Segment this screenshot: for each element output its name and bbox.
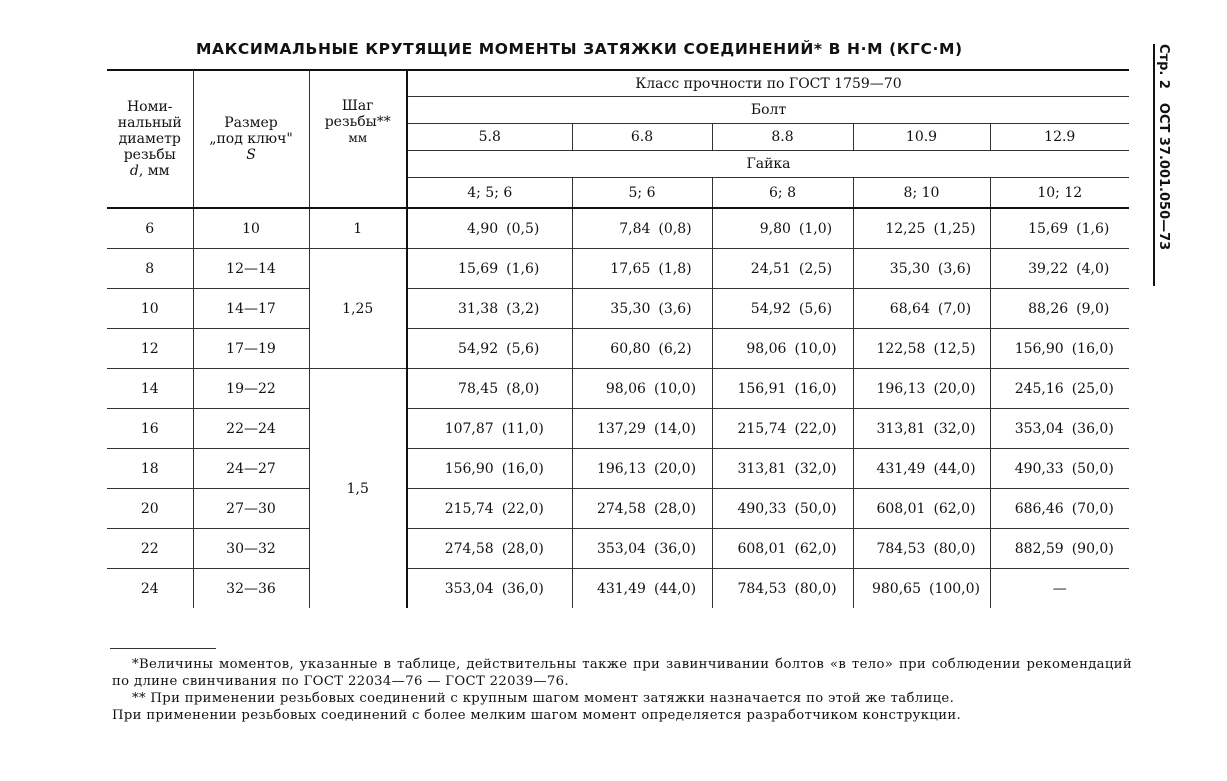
- header-nut: Гайка: [407, 151, 1129, 178]
- torque-kgfm: (28,0): [653, 500, 697, 517]
- cell-wrench-size: 27—30: [193, 489, 309, 529]
- header-wrench-line: „под ключ": [209, 131, 293, 147]
- cell-wrench-size: 10: [193, 208, 309, 249]
- header-diameter-line: d, мм: [129, 163, 170, 179]
- footnotes: [112, 656, 1132, 724]
- cell-torque: [853, 569, 990, 609]
- cell-torque: [712, 249, 853, 289]
- cell-torque: [712, 369, 853, 409]
- cell-torque: [407, 569, 572, 609]
- table-row: [107, 249, 1129, 289]
- header-wrench-line: Размер: [224, 115, 278, 131]
- torque-nm: 196,13: [876, 380, 926, 397]
- cell-torque: [572, 289, 712, 329]
- header-pitch-line: резьбы**: [324, 114, 391, 130]
- header-diameter-line: Номи-: [126, 99, 173, 115]
- torque-kgfm: (1,6): [1076, 220, 1110, 237]
- table-body: [107, 208, 1129, 608]
- torque-kgfm: (16,0): [501, 460, 544, 477]
- torque-nm: 784,53: [737, 580, 787, 597]
- cell-torque: [712, 489, 853, 529]
- footnote-divider: [110, 648, 216, 649]
- cell-torque: [853, 369, 990, 409]
- cell-torque: [990, 529, 1129, 569]
- header-wrench-size: [193, 70, 309, 208]
- cell-torque: [990, 449, 1129, 489]
- torque-nm: 196,13: [596, 460, 646, 477]
- cell-torque: [407, 489, 572, 529]
- torque-kgfm: (1,0): [798, 220, 833, 237]
- torque-kgfm: (10,0): [653, 380, 697, 397]
- cell-torque: [853, 249, 990, 289]
- table-row: [107, 329, 1129, 369]
- torque-kgfm: (22,0): [794, 420, 837, 437]
- side-standard-code: ОСТ 37.001.050—73: [1156, 102, 1172, 251]
- torque-nm: 608,01: [876, 500, 926, 517]
- torque-nm: 313,81: [737, 460, 787, 477]
- torque-kgfm: (8,0): [506, 380, 540, 397]
- bolt-class: 8.8: [712, 124, 853, 151]
- cell-diameter: 14: [107, 369, 193, 409]
- cell-torque: [572, 369, 712, 409]
- bolt-class: 6.8: [572, 124, 712, 151]
- cell-wrench-size: 14—17: [193, 289, 309, 329]
- torque-nm: 24,51: [750, 260, 791, 277]
- cell-diameter: 10: [107, 289, 193, 329]
- torque-nm: 39,22: [1028, 260, 1069, 277]
- cell-torque: [572, 208, 712, 249]
- torque-nm: 4,90: [466, 220, 499, 237]
- torque-kgfm: (3,6): [658, 300, 692, 317]
- side-header: [1152, 44, 1176, 294]
- cell-wrench-size: 19—22: [193, 369, 309, 409]
- torque-kgfm: (36,0): [1071, 420, 1114, 437]
- torque-nm: 68,64: [889, 300, 930, 317]
- bolt-class: 5.8: [407, 124, 572, 151]
- torque-nm: 9,80: [759, 220, 791, 237]
- torque-kgfm: (32,0): [794, 460, 837, 477]
- torque-kgfm: (36,0): [501, 580, 544, 597]
- cell-torque: [712, 449, 853, 489]
- torque-kgfm: (44,0): [653, 580, 697, 597]
- torque-nm: 156,90: [444, 460, 494, 477]
- header-pitch-line: мм: [348, 131, 368, 145]
- torque-kgfm: (3,2): [506, 300, 540, 317]
- footnote-1: *Величины моментов, указанные в таблице, действительны также при завинчивании болтов «в тело» при соблюдении рекомендаций по длине свинчивания по ГОСТ 22034—76 — ГОСТ 22039—76.: [112, 657, 1132, 689]
- torque-nm: 353,04: [444, 580, 494, 597]
- torque-nm: 12,25: [885, 220, 926, 237]
- header-diameter-line: диаметр: [118, 131, 181, 147]
- table-row: [107, 289, 1129, 329]
- cell-torque: [712, 529, 853, 569]
- torque-kgfm: (20,0): [933, 380, 976, 397]
- torque-kgfm: (50,0): [1071, 460, 1114, 477]
- cell-torque: [407, 289, 572, 329]
- torque-kgfm: (11,0): [501, 420, 544, 437]
- torque-kgfm: (62,0): [933, 500, 976, 517]
- torque-nm: 431,49: [876, 460, 926, 477]
- torque-kgfm: (20,0): [653, 460, 697, 477]
- torque-kgfm: (62,0): [794, 540, 837, 557]
- torque-kgfm: (5,6): [798, 300, 833, 317]
- cell-wrench-size: 24—27: [193, 449, 309, 489]
- cell-pitch: 1: [309, 208, 407, 249]
- torque-table: [107, 69, 1129, 608]
- cell-torque: [853, 208, 990, 249]
- torque-kgfm: (7,0): [937, 300, 972, 317]
- cell-torque: [990, 489, 1129, 529]
- cell-torque: [407, 249, 572, 289]
- cell-diameter: 22: [107, 529, 193, 569]
- table-row: [107, 208, 1129, 249]
- torque-nm: 60,80: [610, 340, 651, 357]
- torque-nm: 431,49: [596, 580, 646, 597]
- cell-pitch: 1,5: [309, 369, 407, 609]
- header-diameter: [107, 70, 193, 208]
- torque-kgfm: (6,2): [658, 340, 692, 357]
- cell-pitch: 1,25: [309, 249, 407, 369]
- table-row: [107, 369, 1129, 409]
- torque-nm: 15,69: [458, 260, 499, 277]
- footnote-2: ** При применении резьбовых соединений с крупным шагом момент затяжки назначается по этой же таблице.: [132, 691, 955, 706]
- torque-nm: 7,84: [619, 220, 651, 237]
- torque-kgfm: (1,25): [933, 220, 976, 237]
- torque-kgfm: (2,5): [798, 260, 833, 277]
- torque-kgfm: (16,0): [794, 380, 837, 397]
- nut-class: 6; 8: [712, 178, 853, 209]
- torque-nm: 98,06: [605, 380, 646, 397]
- torque-kgfm: (28,0): [501, 540, 544, 557]
- cell-torque: [407, 449, 572, 489]
- torque-kgfm: (0,8): [658, 220, 692, 237]
- torque-nm: 35,30: [610, 300, 651, 317]
- header-strength-class: Класс прочности по ГОСТ 1759—70: [407, 70, 1129, 97]
- bolt-class: 12.9: [990, 124, 1129, 151]
- torque-nm: 882,59: [1014, 540, 1064, 557]
- cell-torque: [407, 529, 572, 569]
- cell-torque: [712, 409, 853, 449]
- table-row: [107, 529, 1129, 569]
- cell-wrench-size: 17—19: [193, 329, 309, 369]
- torque-kgfm: (22,0): [501, 500, 544, 517]
- cell-diameter: 12: [107, 329, 193, 369]
- nut-class: 10; 12: [1037, 184, 1083, 201]
- cell-diameter: 20: [107, 489, 193, 529]
- cell-torque: [990, 329, 1129, 369]
- cell-wrench-size: 12—14: [193, 249, 309, 289]
- torque-nm: 54,92: [458, 340, 499, 357]
- torque-nm: 88,26: [1028, 300, 1069, 317]
- cell-wrench-size: 30—32: [193, 529, 309, 569]
- cell-torque: [407, 208, 572, 249]
- torque-nm: 608,01: [737, 540, 787, 557]
- cell-torque: [712, 208, 853, 249]
- torque-nm: 274,58: [444, 540, 494, 557]
- table-row: [107, 409, 1129, 449]
- torque-kgfm: (90,0): [1071, 540, 1114, 557]
- torque-kgfm: (100,0): [928, 580, 980, 597]
- torque-nm: 215,74: [444, 500, 494, 517]
- cell-torque: [853, 329, 990, 369]
- cell-torque: [853, 289, 990, 329]
- cell-torque: [572, 329, 712, 369]
- cell-torque: [572, 529, 712, 569]
- torque-nm: 137,29: [596, 420, 646, 437]
- cell-diameter: 8: [107, 249, 193, 289]
- nut-class: 4; 5; 6: [407, 178, 572, 209]
- torque-nm: 156,91: [737, 380, 787, 397]
- header-wrench-line: S: [246, 147, 256, 163]
- table-row: [107, 489, 1129, 529]
- cell-torque: [853, 489, 990, 529]
- torque-kgfm: (36,0): [653, 540, 697, 557]
- cell-torque: [853, 449, 990, 489]
- torque-kgfm: (32,0): [933, 420, 976, 437]
- torque-kgfm: (9,0): [1076, 300, 1110, 317]
- cell-torque: [990, 289, 1129, 329]
- cell-torque: [572, 569, 712, 609]
- torque-nm: 353,04: [1014, 420, 1064, 437]
- cell-torque: [990, 249, 1129, 289]
- torque-nm: 686,46: [1014, 500, 1064, 517]
- footnote-2-continued: При применении резьбовых соединений с более мелким шагом момент определяется разработчиком конструкции.: [112, 708, 962, 723]
- cell-torque: [572, 409, 712, 449]
- cell-torque: [572, 449, 712, 489]
- torque-kgfm: (3,6): [937, 260, 972, 277]
- torque-nm: 17,65: [610, 260, 651, 277]
- torque-nm: 35,30: [889, 260, 930, 277]
- torque-nm: 245,16: [1014, 380, 1064, 397]
- torque-nm: 353,04: [596, 540, 646, 557]
- cell-torque: [712, 569, 853, 609]
- torque-kgfm: (70,0): [1071, 500, 1114, 517]
- cell-torque: [712, 289, 853, 329]
- torque-nm: 156,90: [1014, 340, 1064, 357]
- torque-nm: 490,33: [737, 500, 787, 517]
- cell-torque: [572, 249, 712, 289]
- cell-torque: [990, 369, 1129, 409]
- torque-kgfm: (25,0): [1071, 380, 1114, 397]
- cell-wrench-size: 22—24: [193, 409, 309, 449]
- torque-kgfm: (50,0): [794, 500, 837, 517]
- page-title: МАКСИМАЛЬНЫЕ КРУТЯЩИЕ МОМЕНТЫ ЗАТЯЖКИ СОЕДИНЕНИЙ* В Н·М (КГС·М): [196, 40, 963, 58]
- torque-nm: 313,81: [876, 420, 926, 437]
- header-pitch: [309, 70, 407, 208]
- cell-torque: [853, 409, 990, 449]
- torque-kgfm: (80,0): [794, 580, 837, 597]
- cell-diameter: 16: [107, 409, 193, 449]
- torque-nm: 107,87: [444, 420, 494, 437]
- header-bolt: Болт: [407, 97, 1129, 124]
- torque-kgfm: (0,5): [506, 220, 540, 237]
- torque-nm: 122,58: [876, 340, 926, 357]
- torque-nm: —: [1052, 580, 1067, 597]
- torque-nm: 54,92: [750, 300, 791, 317]
- cell-torque: [853, 529, 990, 569]
- torque-kgfm: (80,0): [933, 540, 976, 557]
- cell-torque: [407, 369, 572, 409]
- cell-torque: [712, 329, 853, 369]
- torque-nm: 31,38: [458, 300, 499, 317]
- torque-kgfm: (16,0): [1071, 340, 1114, 357]
- cell-diameter: 24: [107, 569, 193, 609]
- table-row: [107, 569, 1129, 609]
- torque-kgfm: (14,0): [653, 420, 697, 437]
- torque-nm: 490,33: [1014, 460, 1064, 477]
- bolt-class: 10.9: [853, 124, 990, 151]
- cell-torque: [990, 208, 1129, 249]
- torque-kgfm: (5,6): [506, 340, 540, 357]
- cell-diameter: 18: [107, 449, 193, 489]
- torque-kgfm: (1,6): [506, 260, 540, 277]
- torque-nm: 15,69: [1028, 220, 1069, 237]
- cell-torque: [572, 489, 712, 529]
- torque-nm: 784,53: [876, 540, 926, 557]
- cell-torque: [407, 329, 572, 369]
- table-row: [107, 449, 1129, 489]
- torque-kgfm: (1,8): [658, 260, 692, 277]
- torque-nm: 78,45: [458, 380, 499, 397]
- cell-torque: [990, 569, 1129, 609]
- header-diameter-line: резьбы: [123, 147, 176, 163]
- cell-diameter: 6: [107, 208, 193, 249]
- cell-torque: [990, 409, 1129, 449]
- torque-kgfm: (10,0): [794, 340, 837, 357]
- torque-nm: 98,06: [746, 340, 787, 357]
- cell-torque: [407, 409, 572, 449]
- torque-kgfm: (44,0): [933, 460, 976, 477]
- torque-nm: 980,65: [871, 580, 921, 597]
- torque-kgfm: (4,0): [1076, 260, 1110, 277]
- header-diameter-line: нальный: [117, 115, 182, 131]
- header-pitch-line: Шаг: [341, 98, 374, 114]
- torque-nm: 215,74: [737, 420, 787, 437]
- table-header: [107, 70, 1129, 208]
- nut-class: 5; 6: [572, 178, 712, 209]
- torque-kgfm: (12,5): [933, 340, 976, 357]
- spacer: [310, 146, 407, 180]
- nut-class: 8; 10: [853, 178, 990, 209]
- side-page-number: Стр. 2: [1156, 44, 1172, 89]
- cell-wrench-size: 32—36: [193, 569, 309, 609]
- torque-nm: 274,58: [596, 500, 646, 517]
